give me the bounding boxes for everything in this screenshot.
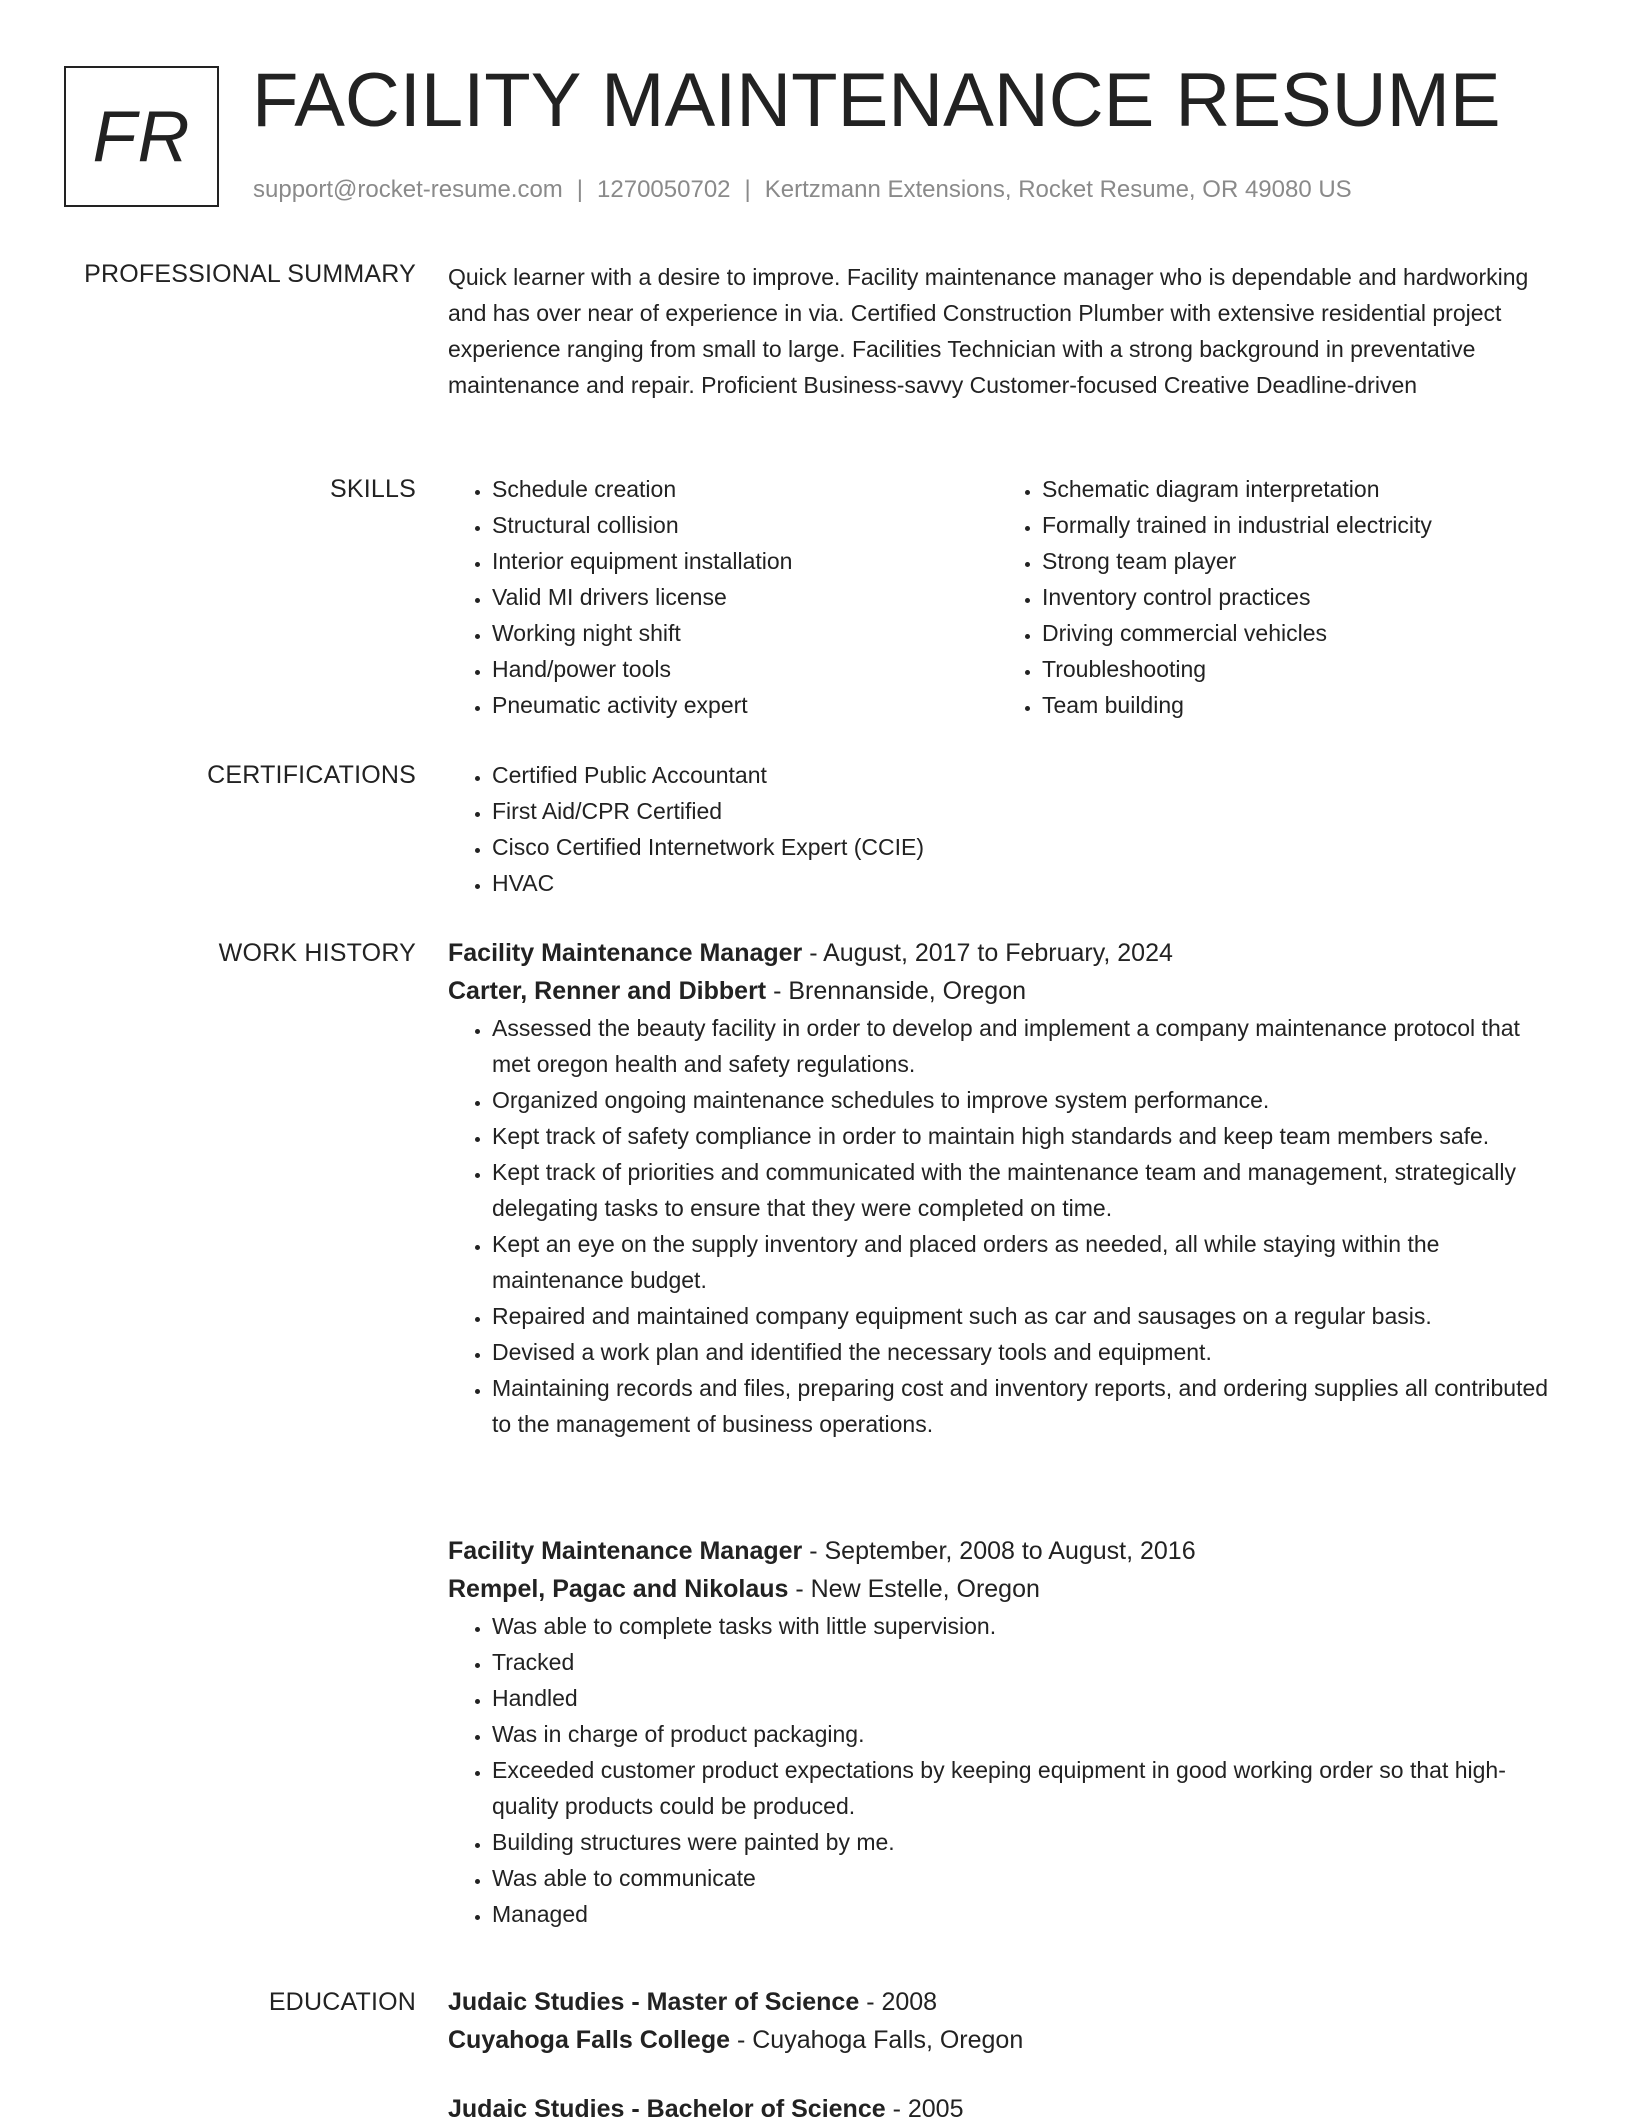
skill-item: • Interior equipment installation <box>492 543 998 579</box>
job-dates: - August, 2017 to February, 2024 <box>802 939 1173 967</box>
job-duty-item: • Devised a work plan and identified the necessary tools and equipment. <box>492 1334 1563 1370</box>
skills-grid <box>448 471 1563 723</box>
summary-section <box>448 259 1563 403</box>
job-duty-item: • Organized ongoing maintenance schedules to improve system performance. <box>492 1082 1563 1118</box>
certification-item: • Cisco Certified Internetwork Expert (CCIE) <box>492 829 1563 865</box>
degree-name: Judaic Studies - Bachelor of Science <box>448 2095 886 2123</box>
education-entry <box>448 1983 1563 2059</box>
job-duty-item: • Was in charge of product packaging. <box>492 1716 1563 1752</box>
skill-item: • Strong team player <box>1042 543 1548 579</box>
job-duty-item: • Repaired and maintained company equipment such as car and sausages on a regular basis. <box>492 1298 1563 1334</box>
education-entry <box>448 2090 1563 2128</box>
contact-line <box>253 175 1352 205</box>
skill-item: • Pneumatic activity expert <box>492 687 998 723</box>
skill-item: • Working night shift <box>492 615 998 651</box>
school-line <box>448 2021 1563 2059</box>
job-title-line <box>448 1532 1563 1570</box>
job-entry <box>448 934 1563 1442</box>
monogram-initials: FR <box>92 96 191 177</box>
job-duty-item: • Exceeded customer product expectations by keeping equipment in good working order so that high-quality products could be produced. <box>492 1752 1563 1824</box>
job-company: Carter, Renner and Dibbert <box>448 977 767 1005</box>
skills-column-right <box>998 471 1548 723</box>
certification-item: • Certified Public Accountant <box>492 757 1563 793</box>
education-heading: EDUCATION <box>268 1988 416 2016</box>
contact-email: support@rocket-resume.com <box>253 176 563 203</box>
job-duty-item: • Maintaining records and files, preparing cost and inventory reports, and ordering supplies all contributed to the management of business operations. <box>492 1370 1563 1442</box>
degree-line <box>448 2090 1563 2128</box>
skills-list-right <box>998 471 1548 723</box>
job-dates: - September, 2008 to August, 2016 <box>802 1537 1196 1565</box>
skills-heading: SKILLS <box>330 475 416 503</box>
monogram-box <box>64 66 219 207</box>
school-name: Cuyahoga Falls College <box>448 2026 731 2054</box>
skill-item: • Formally trained in industrial electricity <box>1042 507 1548 543</box>
skill-item: • Structural collision <box>492 507 998 543</box>
job-location: - New Estelle, Oregon <box>788 1575 1040 1603</box>
certification-item: • First Aid/CPR Certified <box>492 793 1563 829</box>
skill-item: • Troubleshooting <box>1042 651 1548 687</box>
job-location: - Brennanside, Oregon <box>766 977 1027 1005</box>
job-duty-item: • Building structures were painted by me. <box>492 1824 1563 1860</box>
skills-section <box>448 471 1563 723</box>
job-duty-item: • Kept an eye on the supply inventory and placed orders as needed, all while staying within the maintenance budget. <box>492 1226 1563 1298</box>
skill-item: • Team building <box>1042 687 1548 723</box>
job-company-line <box>448 972 1563 1010</box>
skill-item: • Schedule creation <box>492 471 998 507</box>
certifications-heading: CERTIFICATIONS <box>207 761 416 789</box>
skill-item: • Valid MI drivers license <box>492 579 998 615</box>
resume-title: FACILITY MAINTENANCE RESUME <box>252 58 1501 143</box>
job-duty-item: • Managed <box>492 1896 1563 1932</box>
summary-heading: PROFESSIONAL SUMMARY <box>84 260 416 288</box>
skill-item: • Inventory control practices <box>1042 579 1548 615</box>
job-duty-item: • Assessed the beauty facility in order to develop and implement a company maintenance protocol that met oregon health and safety regulations. <box>492 1010 1563 1082</box>
skills-column-left <box>448 471 998 723</box>
job-duties-list <box>448 1010 1563 1442</box>
contact-address: Kertzmann Extensions, Rocket Resume, OR 49080 US <box>764 176 1352 203</box>
job-entry <box>448 1532 1563 1932</box>
job-duty-item: • Tracked <box>492 1644 1563 1680</box>
degree-year: - 2008 <box>859 1988 938 2016</box>
school-location: - Cuyahoga Falls, Oregon <box>730 2026 1024 2054</box>
contact-separator: | <box>744 176 751 203</box>
certification-item: • HVAC <box>492 865 1563 901</box>
contact-separator: | <box>576 176 584 203</box>
summary-text: Quick learner with a desire to improve. Facility maintenance manager who is dependable and hardworking and has over near of experience in via. Certified Construction Plumber with extensive residential project experience ranging from small to large. Facilities Technician with a strong background in preventative maintenance and repair. Proficient Business-savvy Customer-focused Creative Deadline-driven <box>448 264 1529 398</box>
certifications-list <box>448 757 1563 901</box>
job-duty-item: • Was able to complete tasks with little supervision. <box>492 1608 1563 1644</box>
job-title: Facility Maintenance Manager <box>448 1537 803 1565</box>
job-title: Facility Maintenance Manager <box>448 939 803 967</box>
certifications-section <box>448 757 1563 901</box>
degree-year: - 2005 <box>885 2095 964 2123</box>
degree-name: Judaic Studies - Master of Science <box>448 1988 860 2016</box>
skill-item: • Hand/power tools <box>492 651 998 687</box>
job-duty-item: • Kept track of priorities and communicated with the maintenance team and management, strategically delegating tasks to ensure that they were completed on time. <box>492 1154 1563 1226</box>
skill-item: • Driving commercial vehicles <box>1042 615 1548 651</box>
job-duty-item: • Was able to communicate <box>492 1860 1563 1896</box>
job-company-line <box>448 1570 1563 1608</box>
job-duty-item: • Handled <box>492 1680 1563 1716</box>
job-title-line <box>448 934 1563 972</box>
contact-phone: 1270050702 <box>597 176 731 203</box>
job-company: Rempel, Pagac and Nikolaus <box>448 1575 789 1603</box>
job-duties-list <box>448 1608 1563 1932</box>
job-duty-item: • Kept track of safety compliance in order to maintain high standards and keep team members safe. <box>492 1118 1563 1154</box>
degree-line <box>448 1983 1563 2021</box>
skills-list-left <box>448 471 998 723</box>
skill-item: • Schematic diagram interpretation <box>1042 471 1548 507</box>
work-history-heading: WORK HISTORY <box>218 939 416 967</box>
